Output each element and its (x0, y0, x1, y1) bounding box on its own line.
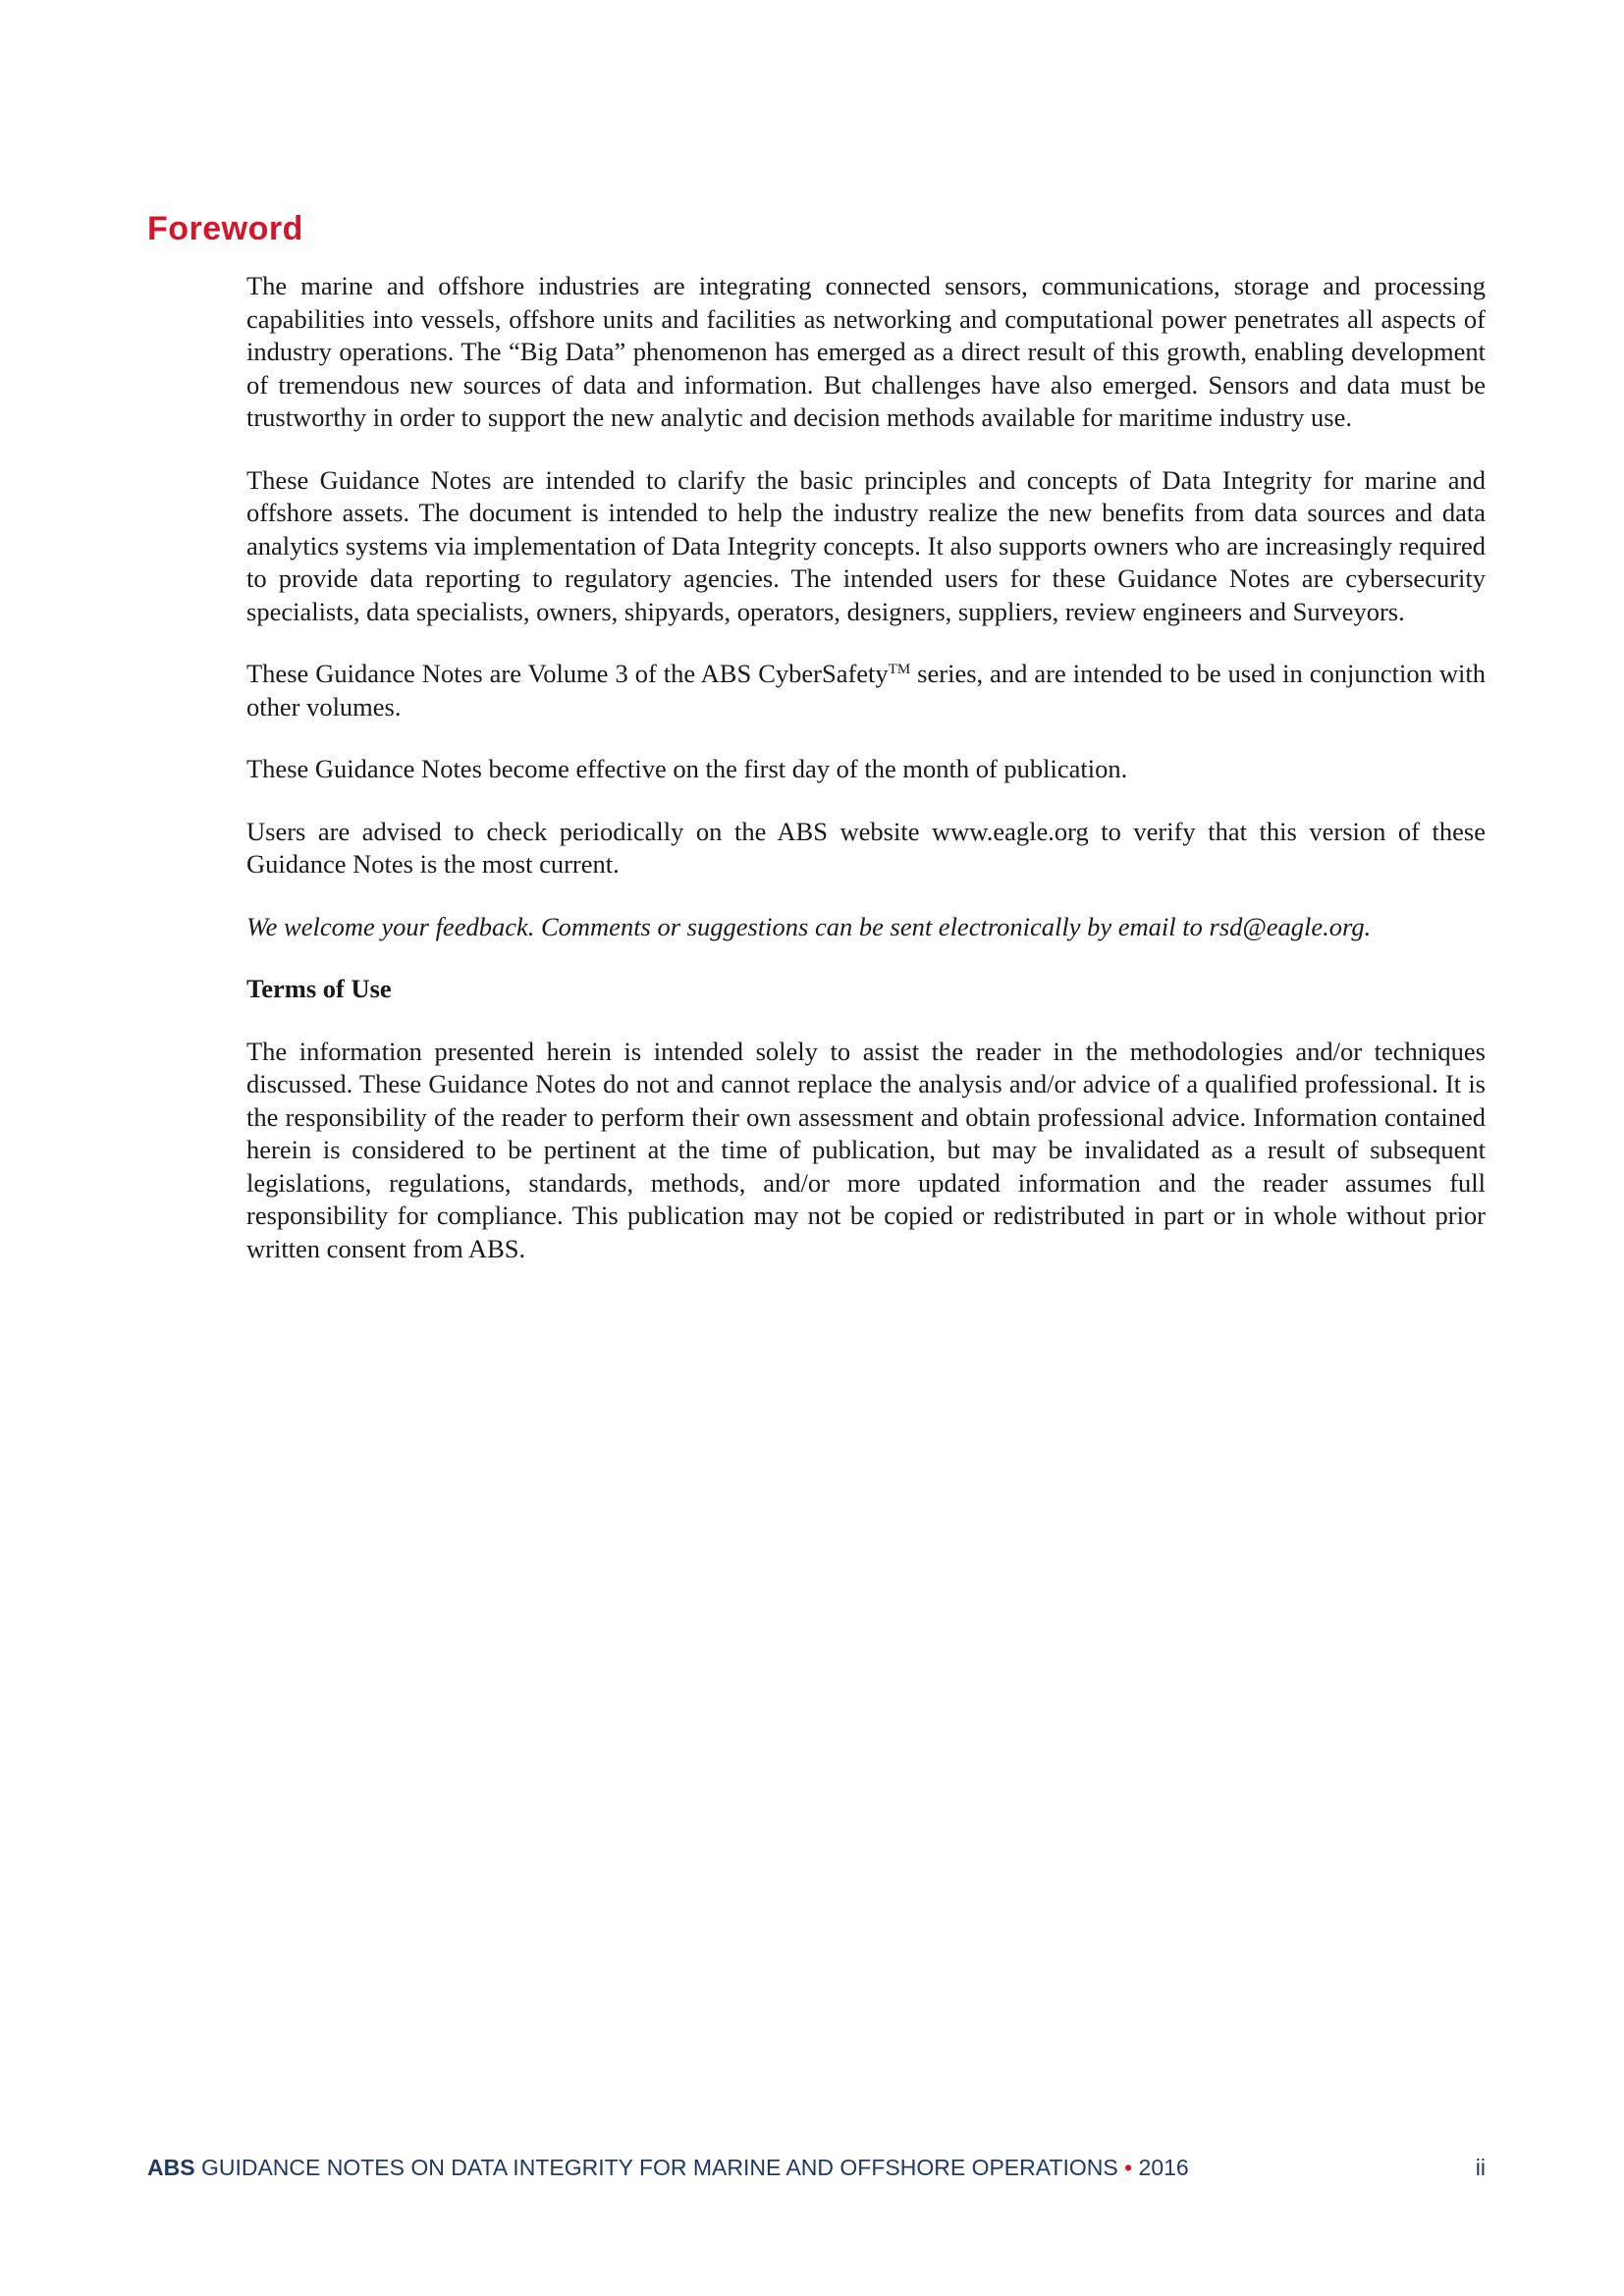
paragraph-volume (246, 658, 1486, 723)
page-title: Foreword (147, 210, 303, 247)
page-footer (147, 2155, 1486, 2181)
trademark-superscript: TM (888, 662, 911, 677)
paragraph-volume-text: These Guidance Notes are Volume 3 of the ABS CyberSafety (246, 659, 889, 688)
paragraph-feedback: We welcome your feedback. Comments or suggestions can be sent electronically by email to rsd@eagle.org. (246, 911, 1372, 941)
paragraph-intro: The marine and offshore industries are integrating connected sensors, communications, storage and processing capabilities into vessels, offshore units and facilities as networking and computational power penetrates all aspects of industry operations. The “Big Data” phenomenon has emerged as a direct result of this growth, enabling development of tremendous new sources of data and information. But challenges have also emerged. Sensors and data must be trustworthy in order to support the new analytic and decision methods available for maritime industry use. (246, 271, 1486, 432)
paragraph-website: Users are advised to check periodically on the ABS website www.eagle.org to verify that this version of these Guidance Notes is the most current. (246, 816, 1486, 879)
foreword-body (246, 270, 1486, 1295)
footer-year: 2016 (1132, 2155, 1189, 2180)
footer-bullet: • (1124, 2155, 1133, 2180)
paragraph-volume-text-end: series, and are intended to be used in conjunction with other volumes. (246, 659, 1487, 721)
page-number: ii (1475, 2155, 1486, 2180)
paragraph-terms-of-use: The information presented herein is intended solely to assist the reader in the methodologies and/or techniques discussed. These Guidance Notes do not and cannot replace the analysis and/or advice of a qualified professional. It is the responsibility of the reader to perform their own assessment and obtain professional advice. Information contained herein is considered to be pertinent at the time of publication, but may be invalidated as a result of subsequent legislations, regulations, standards, methods, and/or more updated information and the reader assumes full responsibility for compliance. This publication may not be copied or redistributed in part or in whole without prior written consent from ABS. (246, 1036, 1486, 1263)
paragraph-effective: These Guidance Notes become effective on the first day of the month of publication. (246, 754, 1128, 783)
footer-title: GUIDANCE NOTES ON DATA INTEGRITY FOR MARINE AND OFFSHORE OPERATIONS (194, 2155, 1125, 2180)
paragraph-purpose: These Guidance Notes are intended to clarify the basic principles and concepts of Data Integrity for marine and offshore assets. The document is intended to help the industry realize the new benefits from data sources and data analytics systems via implementation of Data Integrity concepts. It also supports owners who are increasingly required to provide data reporting to regulatory agencies. The intended users for these Guidance Notes are cybersecurity specialists, data specialists, owners, shipyards, operators, designers, suppliers, review engineers and Surveyors. (246, 464, 1486, 626)
footer-brand: ABS (147, 2155, 195, 2180)
terms-of-use-heading: Terms of Use (246, 974, 392, 1003)
